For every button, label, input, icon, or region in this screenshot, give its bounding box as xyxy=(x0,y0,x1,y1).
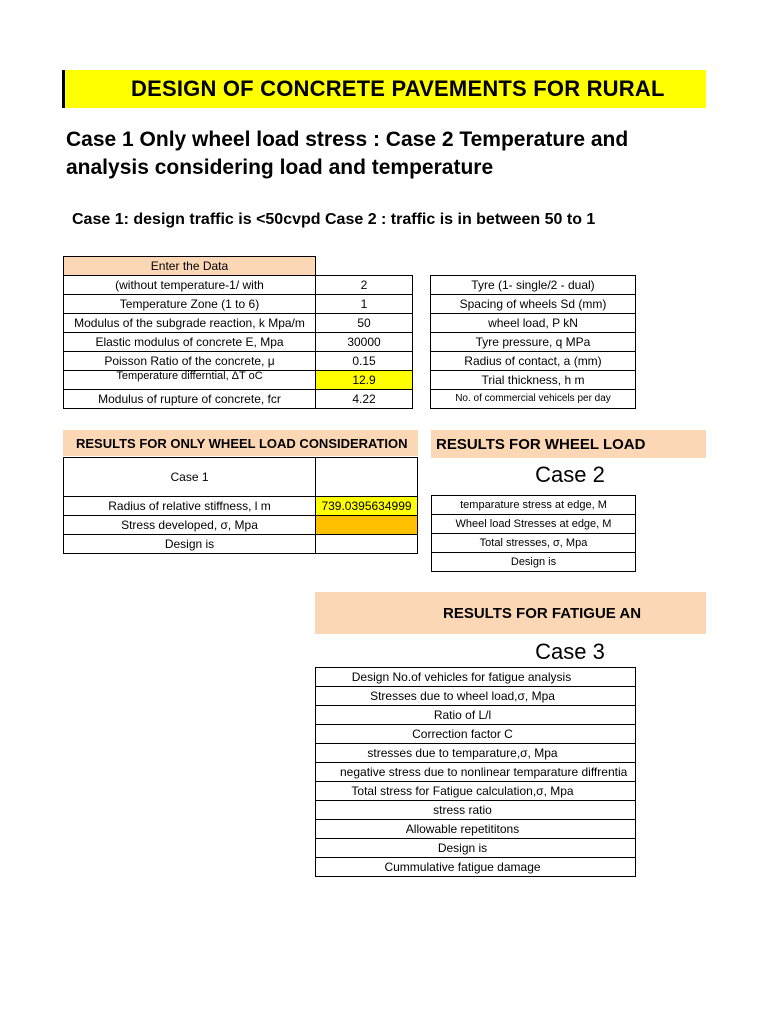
input-row xyxy=(64,314,413,333)
result-label: stresses due to temparature,σ, Mpa xyxy=(316,744,636,763)
result-label: Design is xyxy=(316,839,636,858)
result-label: Ratio of L/l xyxy=(316,706,636,725)
input-value-poisson-ratio[interactable]: 0.15 xyxy=(316,352,413,371)
case1-label: Case 1 xyxy=(64,458,316,497)
result-label: Stresses due to wheel load,σ, Mpa xyxy=(316,687,636,706)
result-label: Design is xyxy=(432,553,636,572)
input-right-label: Tyre (1- single/2 - dual) xyxy=(431,276,636,295)
result-row xyxy=(64,516,418,535)
input-value-elastic-modulus[interactable]: 30000 xyxy=(316,333,413,352)
results-case1-header: RESULTS FOR ONLY WHEEL LOAD CONSIDERATION xyxy=(63,430,418,456)
input-table xyxy=(63,256,413,409)
input-right-label: wheel load, P kN xyxy=(431,314,636,333)
input-row xyxy=(64,276,413,295)
input-right-label: No. of commercial vehicels per day xyxy=(431,390,636,409)
result-row xyxy=(64,535,418,554)
input-row xyxy=(64,333,413,352)
results-case3-clip xyxy=(315,667,636,883)
result-row xyxy=(64,497,418,516)
input-value-temperature-differential[interactable]: 12.9 xyxy=(316,371,413,390)
case3-label: Case 3 xyxy=(535,639,605,664)
results-case2-header: RESULTS FOR WHEEL LOAD xyxy=(431,430,706,458)
result-label: Allowable repetititons xyxy=(316,820,636,839)
input-label: Elastic modulus of concrete E, Mpa xyxy=(64,333,316,352)
results-case2-clip xyxy=(431,495,636,577)
result-value-stress xyxy=(316,516,418,535)
input-value-modulus-of-rupture[interactable]: 4.22 xyxy=(316,390,413,409)
result-label: Correction factor C xyxy=(316,725,636,744)
input-value-case[interactable]: 2 xyxy=(316,276,413,295)
result-label: Cummulative fatigue damage xyxy=(316,858,636,877)
input-label: Temperature differntial, ΔT oC xyxy=(64,371,316,390)
input-row xyxy=(64,371,413,390)
results-case3-table xyxy=(315,667,636,877)
input-label: Temperature Zone (1 to 6) xyxy=(64,295,316,314)
result-label: temparature stress at edge, M xyxy=(432,496,636,515)
result-label: Design is xyxy=(64,535,316,554)
input-header: Enter the Data xyxy=(64,257,316,276)
subtitle-line-2: analysis considering load and temperature xyxy=(66,156,494,179)
input-row xyxy=(64,390,413,409)
input-value-subgrade-k[interactable]: 50 xyxy=(316,314,413,333)
result-label: Stress developed, σ, Mpa xyxy=(64,516,316,535)
input-table-right xyxy=(430,275,636,409)
page-title: DESIGN OF CONCRETE PAVEMENTS FOR RURAL xyxy=(131,76,665,101)
page-title-bar xyxy=(62,70,706,108)
input-row xyxy=(64,352,413,371)
input-right-label: Spacing of wheels Sd (mm) xyxy=(431,295,636,314)
input-label: Modulus of rupture of concrete, fcr xyxy=(64,390,316,409)
traffic-note: Case 1: design traffic is <50cvpd Case 2 : traffic is in between 50 to 1 xyxy=(72,211,596,228)
result-label: stress ratio xyxy=(316,801,636,820)
results-case1-table xyxy=(63,457,418,554)
result-label: Design No.of vehicles for fatigue analysis xyxy=(316,668,636,687)
results-case2-table xyxy=(431,495,636,572)
result-value-relative-stiffness: 739.0395634999 xyxy=(316,497,418,516)
input-value-temperature-zone[interactable]: 1 xyxy=(316,295,413,314)
input-label: (without temperature-1/ with xyxy=(64,276,316,295)
result-label: Total stress for Fatigue calculation,σ, Mpa xyxy=(316,782,636,801)
input-right-label: Radius of contact, a (mm) xyxy=(431,352,636,371)
result-label: Total stresses, σ, Mpa xyxy=(432,534,636,553)
result-label: Radius of relative stiffness, l m xyxy=(64,497,316,516)
results-case3-header: RESULTS FOR FATIGUE AN xyxy=(315,592,706,634)
input-label: Modulus of the subgrade reaction, k Mpa/m xyxy=(64,314,316,333)
input-right-label: Tyre pressure, q MPa xyxy=(431,333,636,352)
input-table-right-clip xyxy=(430,275,636,415)
subtitle-line-1: Case 1 Only wheel load stress : Case 2 Temperature and xyxy=(66,128,629,151)
case2-label: Case 2 xyxy=(535,462,605,487)
result-label: negative stress due to nonlinear temparature diffrentia xyxy=(316,763,636,782)
input-row xyxy=(64,295,413,314)
result-value-design xyxy=(316,535,418,554)
result-label: Wheel load Stresses at edge, M xyxy=(432,515,636,534)
input-label: Poisson Ratio of the concrete, μ xyxy=(64,352,316,371)
input-right-label: Trial thickness, h m xyxy=(431,371,636,390)
